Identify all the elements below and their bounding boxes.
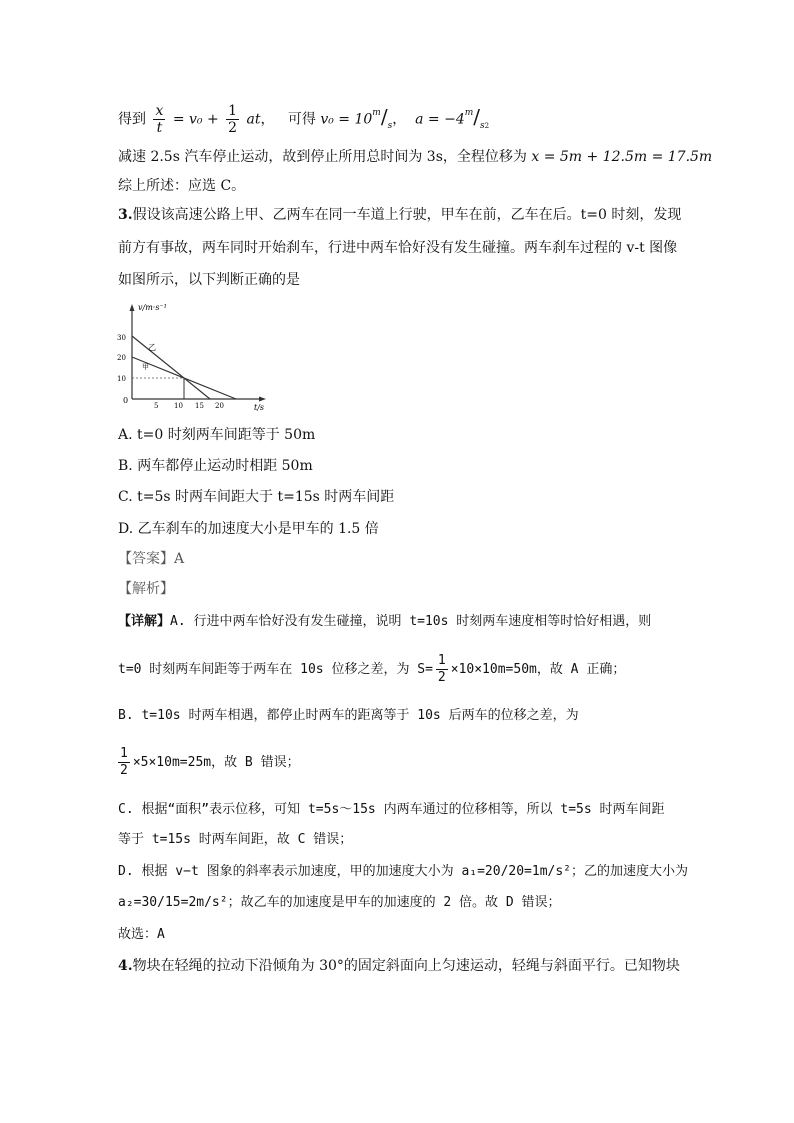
formula-line-1 (118, 103, 489, 136)
origin-label: 0 (123, 396, 129, 405)
detail-line-d1: D. 根据 v−t 图象的斜率表示加速度，甲的加速度大小为 a₁=20/20=1m/s²；乙的加速度大小为 (118, 864, 689, 879)
x-axis-label: t/s (254, 403, 265, 412)
formula-middle: 可得 (287, 111, 316, 128)
detail-line-b2 (118, 746, 300, 779)
label-yi: 乙 (148, 343, 156, 352)
x-tick-5: 5 (154, 402, 159, 410)
q3-stem-text: 假设该高速公路上甲、乙两车在同一车道上行驶，甲车在前，乙车在后。t=0 时刻，发现 (132, 207, 682, 223)
y-tick-30: 30 (117, 334, 126, 342)
detail-line-b1: B. t=10s 时两车相遇，都停止时两车的距离等于 10s 后两车的位移之差，为 (118, 708, 579, 723)
unit-s: s (480, 121, 485, 131)
x-tick-20: 20 (215, 402, 224, 410)
label-jia: 甲 (142, 363, 149, 371)
q3-option-d: D. 乙车刹车的加速度大小是甲车的 1.5 倍 (118, 521, 379, 537)
vt-graph (112, 298, 272, 414)
q3-stem-line-2: 前方有事故，两车同时开始刹车，行进中两车恰好没有发生碰撞。两车刹车过程的 v-t 图像 (118, 240, 678, 256)
q3-option-a: A. t=0 时刻两车间距等于 50m (118, 427, 316, 443)
y-tick-20: 20 (117, 354, 126, 362)
x-axis-arrow (259, 397, 266, 402)
y-axis-label: v/m·s⁻¹ (138, 303, 167, 312)
unit-slash: / (380, 104, 388, 129)
q4-number: 4. (118, 958, 133, 974)
text-line-2-body: 减速 2.5s 汽车停止运动，故到停止所用总时间为 3s，全程位移为 (118, 149, 527, 165)
text-line-2 (118, 147, 712, 167)
q3-option-b: B. 两车都停止运动时相距 50m (118, 458, 313, 474)
q3-stem-line-3: 如图所示，以下判断正确的是 (118, 272, 300, 288)
x-tick-10: 10 (174, 402, 183, 410)
displacement-formula: x = 5m + 12.5m = 17.5m (531, 149, 713, 165)
detail-line-c1: C. 根据“面积”表示位移，可知 t=5s～15s 内两车通过的位移相等，所以 t=5s 时两车间距 (118, 802, 665, 817)
detail-line-c2: 等于 t=15s 时两车间距，故 C 错误； (118, 832, 353, 847)
detail-a2-suffix: ×10×10m=50m，故 A 正确； (450, 662, 626, 677)
formula-at: at (246, 111, 261, 128)
v0-expression: v₀ = 10 (320, 111, 373, 128)
q3-option-c: C. t=5s 时两车间距大于 t=15s 时两车间距 (118, 489, 395, 505)
unit-m: m (372, 108, 381, 118)
y-axis-arrow (130, 304, 135, 311)
unit-slash: / (473, 104, 481, 129)
detail-tag: 【详解】 (118, 614, 171, 629)
detail-a2-prefix: t=0 时刻两车间距等于两车在 10s 位移之差，为 S= (118, 662, 433, 677)
q4-stem-line-1 (118, 956, 680, 976)
y-tick-10: 10 (117, 375, 126, 383)
fraction-half: $\frac{1}{2}$ (120, 746, 128, 778)
unit-exponent: 2 (484, 122, 490, 130)
detail-line-a2 (118, 653, 625, 686)
answer-label: 【答案】A (118, 551, 185, 567)
q3-number: 3. (118, 207, 133, 223)
detail-b2-suffix: ×5×10m=25m，故 B 错误； (132, 755, 300, 770)
detail-line-a1 (118, 612, 651, 632)
detail-line-d2: a₂=30/15=2m/s²；故乙车的加速度是甲车的加速度的 2 倍。故 D 错误； (118, 895, 561, 910)
formula-eq: = v₀ + (172, 111, 219, 128)
unit-m: m (464, 108, 474, 118)
fraction-half: $\frac{1}{2}$ (437, 653, 446, 685)
comma: ， (392, 111, 407, 128)
analysis-label: 【解析】 (118, 581, 174, 597)
comma: ， (260, 111, 275, 128)
formula-prefix: 得到 (118, 111, 146, 128)
q4-stem-text: 物块在轻绳的拉动下沿倾角为 30°的固定斜面向上匀速运动，轻绳与斜面平行。已知物块 (132, 958, 680, 974)
choose-line: 故选：A (118, 927, 165, 942)
q3-stem-line-1 (118, 205, 681, 225)
unit-s: s (387, 121, 393, 131)
a-expression: a = −4 (415, 111, 465, 128)
conclusion-line: 综上所述：应选 C。 (118, 178, 246, 194)
fraction-x-over-t: $\frac{x}{t}$ (155, 103, 164, 136)
detail-a-text: A. 行进中两车恰好没有发生碰撞，说明 t=10s 时刻两车速度相等时恰好相遇，则 (170, 614, 652, 629)
x-tick-15: 15 (195, 402, 204, 410)
fraction-half: $\frac{1}{2}$ (228, 103, 238, 136)
